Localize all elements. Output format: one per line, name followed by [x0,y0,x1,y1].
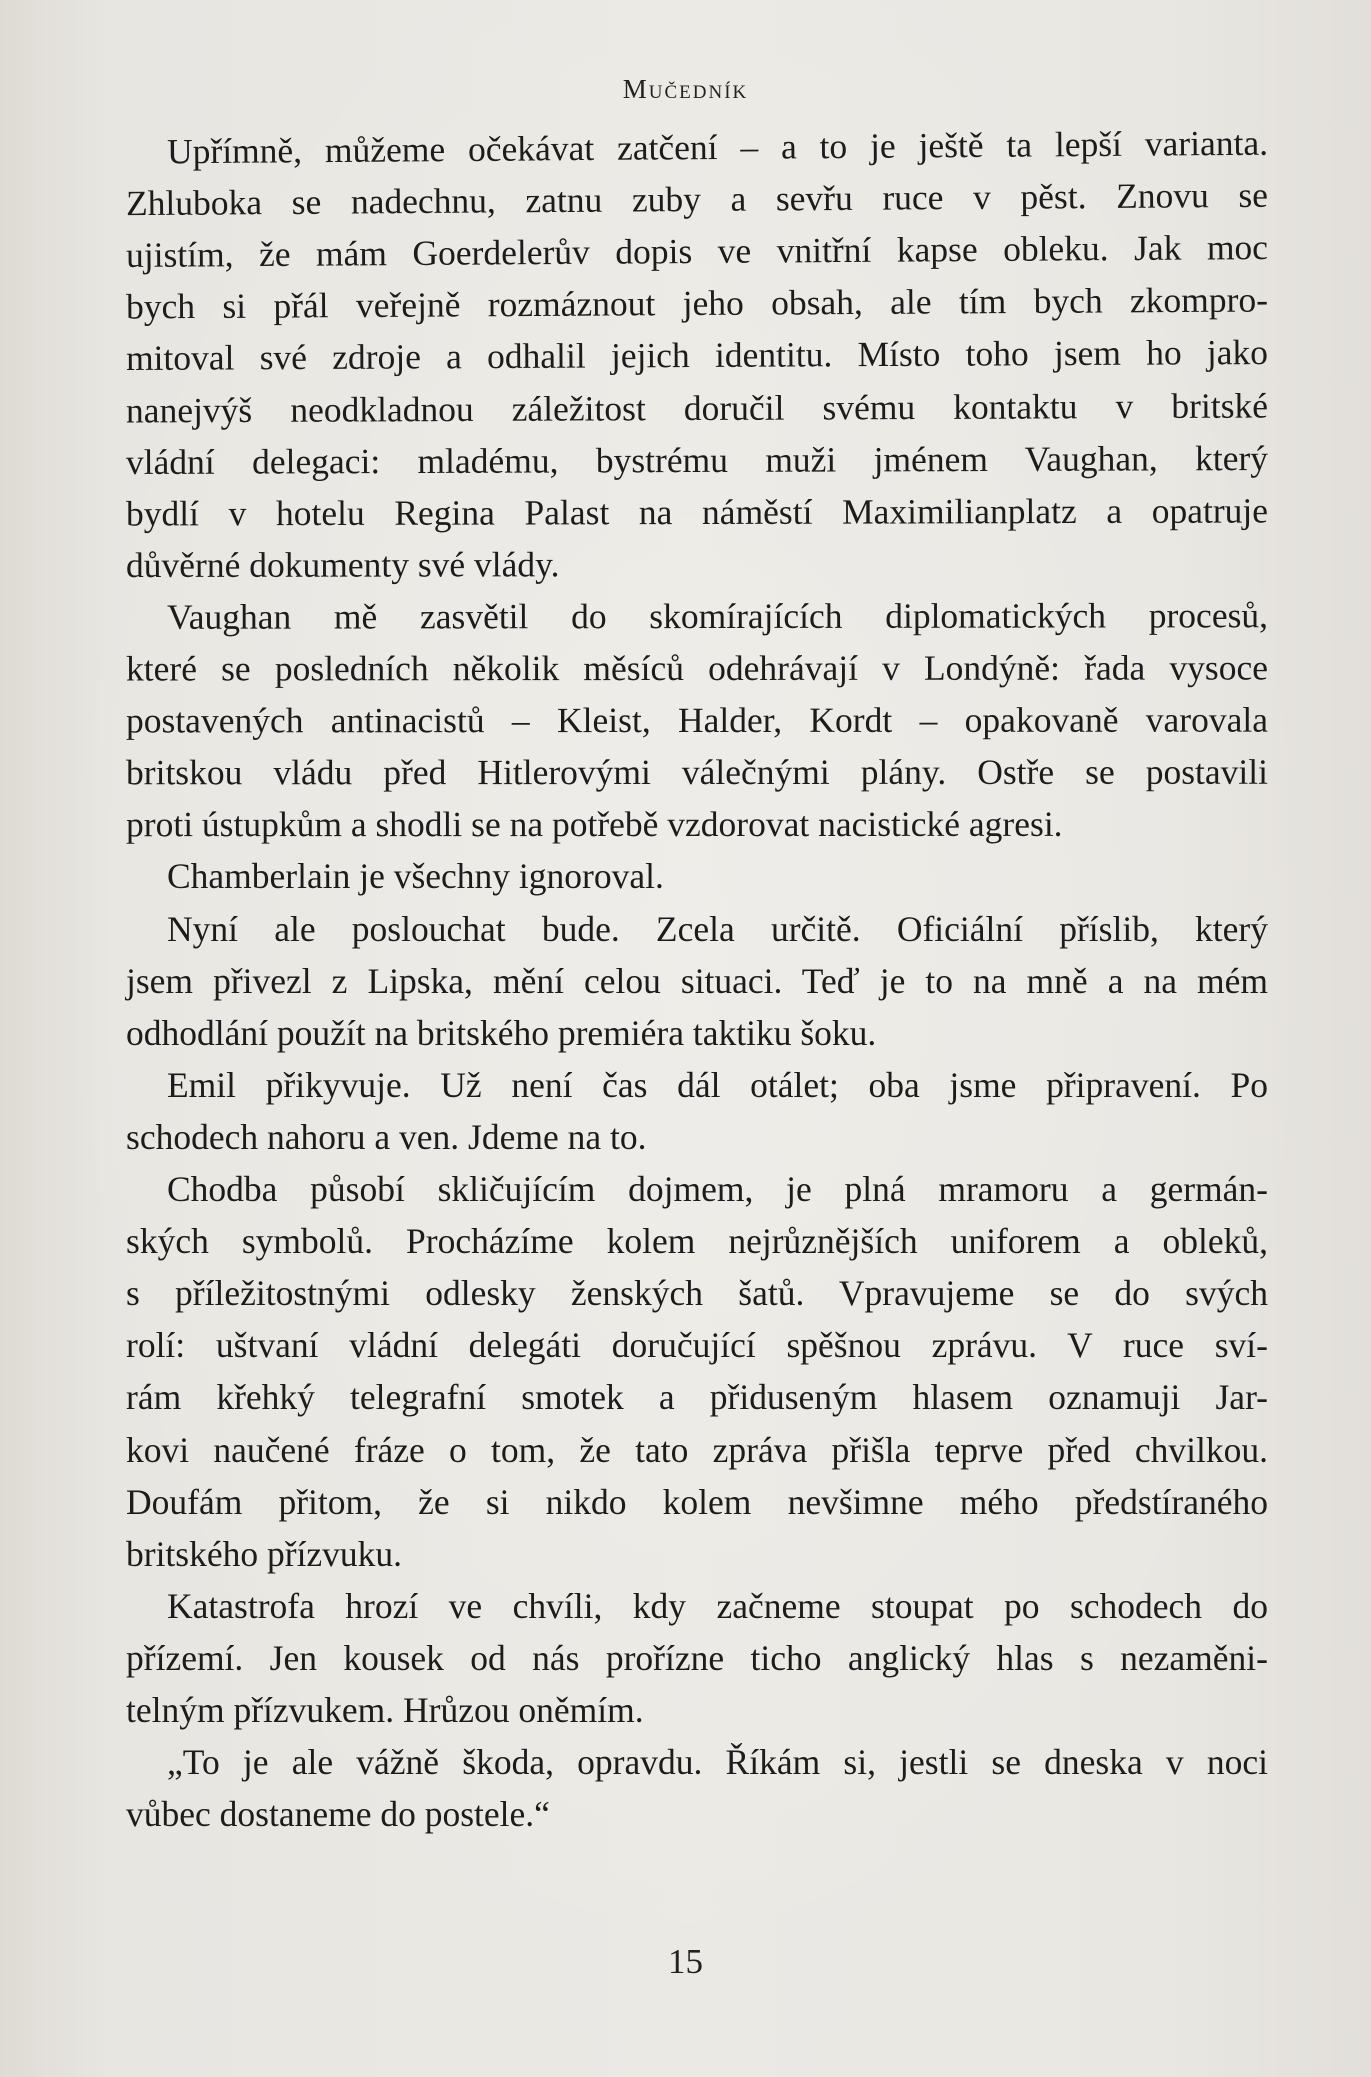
text-line: vůbec dostaneme do postele.“ [126,1794,550,1835]
text-line: Doufám přitom, že si nikdo kolem nevšimne mého předstíraného [126,1481,1268,1522]
text-line: postavených antinacistů – Kleist, Halder, Kordt – opakovaně varovala [125,699,1269,741]
text-line: telným přízvukem. Hrůzou oněmím. [126,1690,644,1730]
text-line: britskou vládu před Hitlerovými válečnými plány. Ostře se postavili [125,751,1269,793]
text-line: Zhluboka se nadechnu, zatnu zuby a sevřu ruce v pěst. Znovu se [125,174,1269,224]
text-line: proti ústupkům a shodli se na potřebě vzdorovat nacistické agresi. [125,804,1063,845]
text-line: přízemí. Jen kousek od nás prořízne ticho anglický hlas s nezaměni- [126,1637,1268,1678]
text-line: Katastrofa hrozí ve chvíli, kdy začneme stoupat po schodech do [167,1585,1268,1626]
text-line: ujistím, že mám Goerdelerův dopis ve vnitřní kapse obleku. Jak moc [125,227,1269,276]
text-line: Upřímně, můžeme očekávat zatčení – a to je ještě ta lepší varianta. [166,122,1269,172]
text-line: Chodba působí skličujícím dojmem, je plná mramoru a germán- [167,1169,1268,1209]
text-line: nanejvýš neodkladnou záležitost doručil svému kontaktu v britské [125,385,1269,430]
text-line: které se posledních několik měsíců odehrávají v Londýně: řada vysoce [125,647,1269,689]
text-line: bydlí v hotelu Regina Palast na náměstí Maximilianplatz a opatruje [125,490,1269,534]
text-line: odhodlání použít na britského premiéra taktiku šoku. [126,1012,877,1053]
text-line: britského přízvuku. [126,1533,403,1574]
text-line: důvěrné dokumenty své vlády. [125,544,560,585]
text-line: vládní delegaci: mladému, bystrému muži jménem Vaughan, který [125,437,1269,482]
text-line: Emil přikyvuje. Už není čas dál otálet; oba jsme připravení. Po [167,1064,1268,1105]
page-number: 15 [668,1942,703,1981]
text-line: Nyní ale poslouchat bude. Zcela určitě. Oficiální příslib, který [167,908,1268,949]
text-line: jsem přivezl z Lipska, mění celou situaci. Teď je to na mně a na mém [126,960,1268,1001]
text-line: rolí: uštvaní vládní delegáti doručující spěšnou zprávu. V ruce sví- [126,1325,1268,1366]
text-line: Vaughan mě zasvětil do skomírajících diplomatických procesů, [166,595,1269,637]
text-line: ských symbolů. Procházíme kolem nejrůznějších uniforem a obleků, [126,1221,1268,1262]
text-line: rám křehký telegrafní smotek a přiduseným hlasem oznamuji Jar- [126,1377,1268,1418]
text-line: „To je ale vážně škoda, opravdu. Říkám si, jestli se dneska v noci [167,1742,1268,1783]
text-line: bych si přál veřejně rozmáznout jeho obsah, ale tím bych zkompro- [125,279,1269,327]
text-line: Chamberlain je všechny ignoroval. [167,856,664,897]
text-line: s příležitostnými odlesky ženských šatů. Vpravujeme se do svých [126,1273,1268,1314]
text-line: mitoval své zdroje a odhalil jejich identitu. Místo toho jsem ho jako [125,332,1269,379]
text-line: kovi naučené fráze o tom, že tato zpráva přišla teprve před chvilkou. [126,1429,1268,1470]
running-header: Mučedník [622,74,749,104]
text-line: schodech nahoru a ven. Jdeme na to. [126,1116,647,1157]
